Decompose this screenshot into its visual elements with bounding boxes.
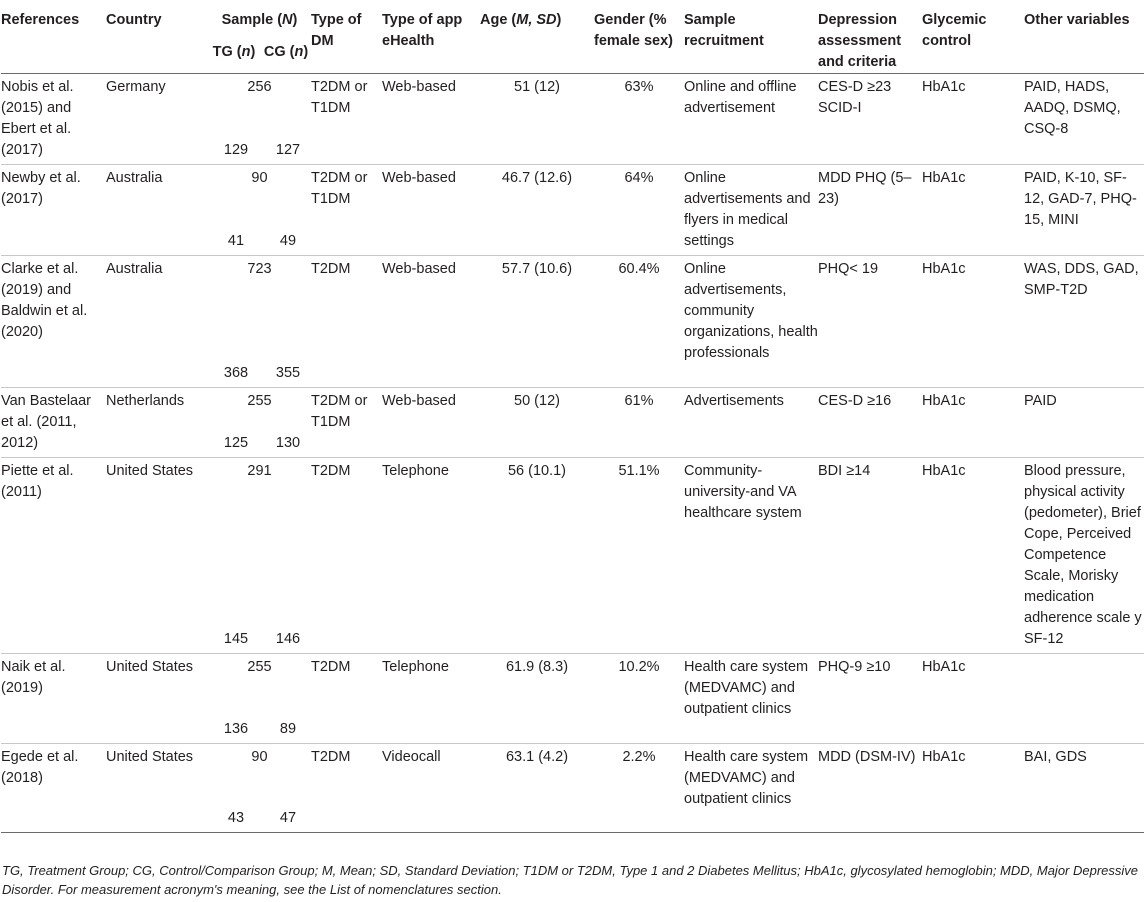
- cell-glycemic: HbA1c: [922, 79, 966, 95]
- sample-tg: 368: [223, 365, 249, 381]
- sample-tg: 125: [223, 435, 249, 451]
- cell-type-app: Videocall: [382, 749, 441, 765]
- table-row: [1, 256, 1144, 388]
- cell-gender: 60.4%: [618, 261, 660, 277]
- cell-other: PAID: [1024, 393, 1057, 409]
- table-row: [1, 654, 1144, 744]
- header-gender: Gender (% female sex): [594, 12, 673, 49]
- header-cg: CG (n): [263, 44, 309, 61]
- sample-total: 90: [251, 170, 268, 186]
- cell-glycemic: HbA1c: [922, 170, 966, 186]
- cell-country: United States: [106, 749, 194, 765]
- cell-gender: 10.2%: [618, 659, 660, 675]
- cell-age: 63.1 (4.2): [505, 749, 569, 765]
- cell-glycemic: HbA1c: [922, 463, 966, 479]
- cell-type-dm: T2DM or T1DM: [311, 79, 368, 116]
- cell-reference: Piette et al. (2011): [1, 463, 74, 500]
- cell-other: WAS, DDS, GAD, SMP-T2D: [1024, 261, 1139, 298]
- cell-depression: CES-D ≥16: [818, 393, 892, 409]
- cell-type-dm: T2DM: [311, 749, 351, 765]
- cell-type-app: Telephone: [382, 463, 449, 479]
- cell-type-dm: T2DM: [311, 659, 351, 675]
- header-type-dm: Type of DM: [311, 12, 362, 49]
- sample-cg: 127: [275, 142, 301, 158]
- cell-age: 56 (10.1): [507, 463, 567, 479]
- cell-sample: [208, 165, 311, 256]
- sample-cg: 49: [279, 233, 297, 249]
- cell-depression: BDI ≥14: [818, 463, 871, 479]
- sample-tg: 129: [223, 142, 249, 158]
- table-row: [1, 388, 1144, 458]
- cell-country: Netherlands: [106, 393, 185, 409]
- cell-other: BAI, GDS: [1024, 749, 1087, 765]
- cell-recruitment: Community-university-and VA healthcare system: [684, 463, 802, 521]
- cell-recruitment: Online advertisements, community organizations, health professionals: [684, 261, 818, 361]
- sample-total: 291: [247, 463, 272, 479]
- cell-type-app: Telephone: [382, 659, 449, 675]
- cell-depression: CES-D ≥23 SCID-I: [818, 79, 892, 116]
- studies-table: [1, 4, 1144, 833]
- cell-other: Blood pressure, physical activity (pedometer), Brief Cope, Perceived Competence Scale, Morisky medication adherence scale y SF-12: [1024, 463, 1142, 647]
- sample-total: 255: [247, 659, 272, 675]
- cell-age: 51 (12): [514, 79, 560, 95]
- cell-type-app: Web-based: [382, 393, 456, 409]
- cell-type-app: Web-based: [382, 261, 456, 277]
- cell-sample: [208, 388, 311, 458]
- cell-age: 61.9 (8.3): [505, 659, 569, 675]
- cell-gender: 61%: [624, 393, 654, 409]
- table-row: [1, 74, 1144, 165]
- cell-age: 57.7 (10.6): [501, 261, 573, 277]
- sample-total: 255: [247, 393, 272, 409]
- cell-glycemic: HbA1c: [922, 749, 966, 765]
- header-age-m: M, SD: [516, 12, 557, 28]
- cell-depression: MDD PHQ (5–23): [818, 170, 912, 207]
- cell-gender: 2.2%: [622, 749, 656, 765]
- table-row: [1, 744, 1144, 833]
- cell-depression: PHQ< 19: [818, 261, 879, 277]
- cell-reference: Nobis et al. (2015) and Ebert et al. (2017): [1, 79, 74, 158]
- header-sample-suffix: ): [292, 12, 298, 28]
- cell-sample: [208, 256, 311, 388]
- cell-country: Germany: [106, 79, 166, 95]
- cell-reference: Naik et al. (2019): [1, 659, 66, 696]
- cell-type-dm: T2DM: [311, 261, 351, 277]
- cell-depression: PHQ-9 ≥10: [818, 659, 891, 675]
- header-tg-cg: [208, 36, 311, 73]
- header-age-suffix: ): [556, 12, 562, 28]
- cell-country: United States: [106, 659, 194, 675]
- header-age: [480, 4, 594, 74]
- cell-age: 46.7 (12.6): [501, 170, 573, 186]
- header-sample-n: N: [282, 12, 293, 28]
- header-sample: [208, 4, 311, 36]
- cell-reference: Van Bastelaar et al. (2011, 2012): [1, 393, 92, 451]
- header-glycemic: Glycemic control: [922, 12, 987, 49]
- cell-recruitment: Health care system (MEDVAMC) and outpatient clinics: [684, 659, 809, 717]
- sample-tg: 145: [223, 631, 249, 647]
- header-references: References: [1, 12, 80, 28]
- sample-tg: 136: [223, 721, 249, 737]
- table-row: [1, 458, 1144, 654]
- cell-recruitment: Health care system (MEDVAMC) and outpatient clinics: [684, 749, 809, 807]
- header-age-prefix: Age (: [480, 12, 517, 28]
- cell-type-app: Web-based: [382, 170, 456, 186]
- cell-gender: 63%: [624, 79, 654, 95]
- header-depression: Depression assessment and criteria: [818, 12, 902, 70]
- cell-country: United States: [106, 463, 194, 479]
- cell-recruitment: Advertisements: [684, 393, 784, 409]
- table-header: [1, 4, 1144, 74]
- header-other: Other variables: [1024, 12, 1130, 28]
- cell-reference: Newby et al. (2017): [1, 170, 81, 207]
- sample-total: 90: [251, 749, 268, 765]
- header-sample-prefix: Sample (: [221, 12, 283, 28]
- cell-glycemic: HbA1c: [922, 659, 966, 675]
- sample-cg: 355: [275, 365, 301, 381]
- cell-reference: Egede et al. (2018): [1, 749, 79, 786]
- header-country: Country: [106, 12, 162, 28]
- cell-sample: [208, 654, 311, 744]
- table-body: [1, 74, 1144, 833]
- cell-age: 50 (12): [514, 393, 560, 409]
- header-tg: TG (n): [212, 44, 256, 61]
- cell-country: Australia: [106, 261, 163, 277]
- sample-tg: 43: [227, 810, 245, 826]
- cell-gender: 51.1%: [618, 463, 660, 479]
- sample-cg: 146: [275, 631, 301, 647]
- cell-glycemic: HbA1c: [922, 393, 966, 409]
- cell-type-dm: T2DM or T1DM: [311, 170, 368, 207]
- table-caption: TG, Treatment Group; CG, Control/Comparison Group; M, Mean; SD, Standard Deviation; T1DM or T2DM, Type 1 and 2 Diabetes Mellitus; HbA1c, glycosylated hemoglobin; MDD, Major Depressive Disorder. For measurement acronym's meaning, see the List of nomenclatures section.: [2, 863, 1139, 897]
- cell-recruitment: Online advertisements and flyers in medical settings: [684, 170, 811, 249]
- cell-sample: [208, 744, 311, 833]
- cell-other: PAID, K-10, SF-12, GAD-7, PHQ-15, MINI: [1024, 170, 1137, 228]
- cell-gender: 64%: [624, 170, 654, 186]
- cell-country: Australia: [106, 170, 163, 186]
- sample-cg: 89: [279, 721, 297, 737]
- cell-type-dm: T2DM or T1DM: [311, 393, 368, 430]
- header-recruitment: Sample recruitment: [684, 12, 764, 49]
- cell-depression: MDD (DSM-IV): [818, 749, 916, 765]
- cell-sample: [208, 458, 311, 654]
- cell-sample: [208, 74, 311, 165]
- cell-other: PAID, HADS, AADQ, DSMQ, CSQ-8: [1024, 79, 1121, 137]
- sample-total: 256: [247, 79, 272, 95]
- cell-type-app: Web-based: [382, 79, 456, 95]
- table-row: [1, 165, 1144, 256]
- cell-type-dm: T2DM: [311, 463, 351, 479]
- sample-total: 723: [247, 261, 272, 277]
- cell-other: [1024, 654, 1144, 744]
- cell-glycemic: HbA1c: [922, 261, 966, 277]
- sample-cg: 130: [275, 435, 301, 451]
- cell-recruitment: Online and offline advertisement: [684, 79, 797, 116]
- header-type-app: Type of app eHealth: [382, 12, 463, 49]
- sample-cg: 47: [279, 810, 297, 826]
- sample-tg: 41: [227, 233, 245, 249]
- cell-reference: Clarke et al. (2019) and Baldwin et al. (2020): [1, 261, 88, 340]
